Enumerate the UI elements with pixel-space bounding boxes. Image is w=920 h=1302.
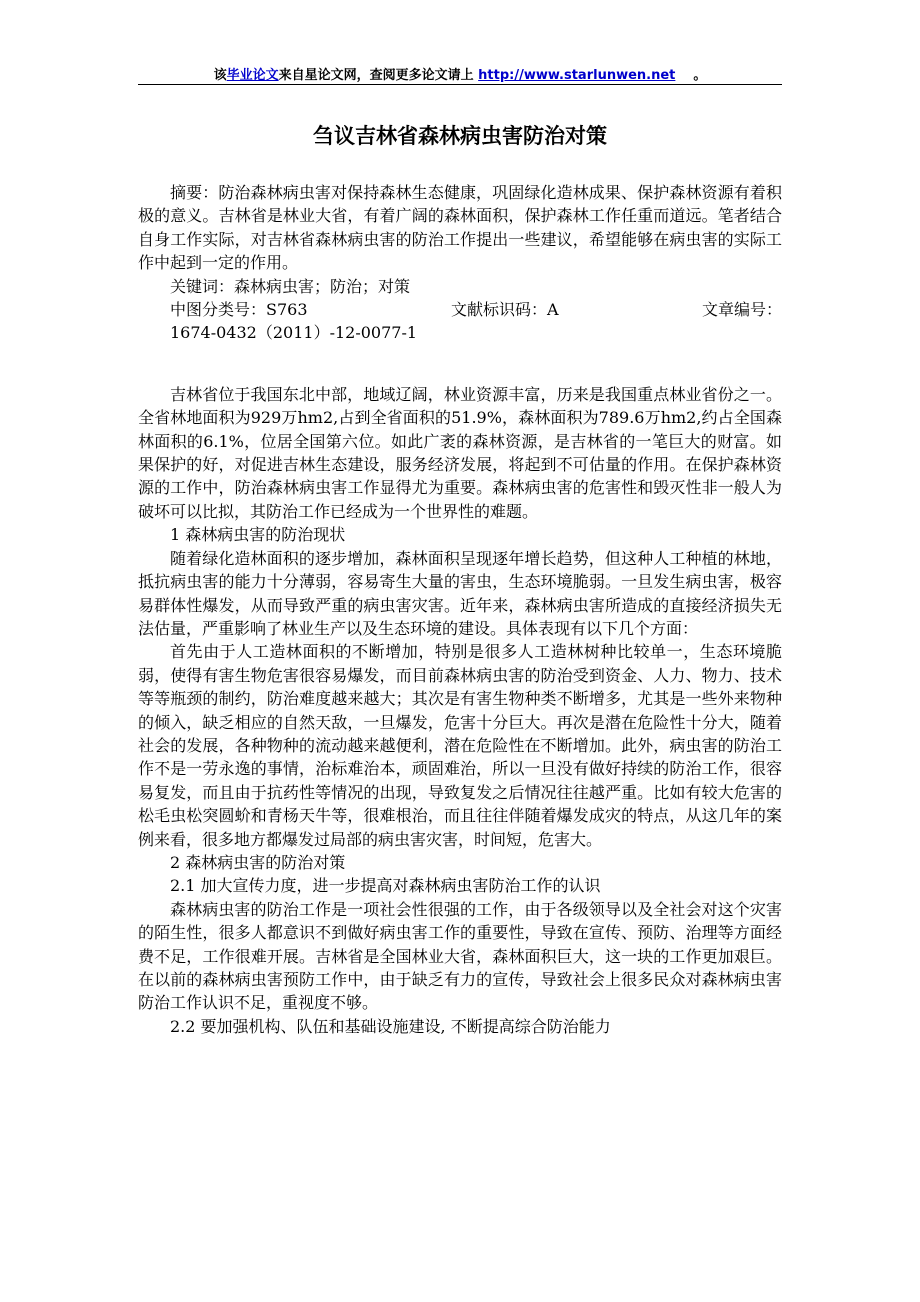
header-rule xyxy=(138,84,782,85)
body-paragraph: 森林病虫害的防治工作是一项社会性很强的工作，由于各级领导以及全社会对这个灾害的陌生性，很多人都意识不到做好病虫害工作的重要性，导致在宣传、预防、治理等方面经费不足，工作很难开展。吉林省是全国林业大省，森林面积巨大，这一块的工作更加艰巨。在以前的森林病虫害预防工作中，由于缺乏有力的宣传，导致社会上很多民众对森林病虫害防治工作认识不足，重视度不够。 xyxy=(138,899,782,1013)
keywords: 关键词：森林病虫害；防治；对策 xyxy=(170,276,411,296)
article-number: 1674-0432（2011）-12-0077-1 xyxy=(170,323,418,343)
article-number-label: 文章编号： xyxy=(701,300,782,320)
banner-prefix: 该 xyxy=(213,68,227,83)
classification-row xyxy=(138,298,782,321)
section-heading: 2.2 要加强机构、队伍和基础设施建设, 不断提高综合防治能力 xyxy=(170,1016,611,1036)
banner-tail: 。 xyxy=(693,68,707,83)
body-paragraph: 首先由于人工造林面积的不断增加，特别是很多人工造林树种比较单一，生态环境脆弱，使得有害生物危害很容易爆发，而目前森林病虫害的防治受到资金、人力、物力、技术等等瓶颈的制约，防治难度越来越大；其次是有害生物种类不断增多，尤其是一些外来物种的倾入，缺乏相应的自然天敌，一旦爆发，危害十分巨大。再次是潜在危险性十分大，随着社会的发展，各种物种的流动越来越便利，潜在危险性在不断增加。此外，病虫害的防治工作不是一劳永逸的事情，治标难治本，顽固难治，所以一旦没有做好持续的防治工作，很容易复发，而且由于抗药性等情况的出现，导致复发之后情况往往越严重。比如有较大危害的松毛虫松突圆蚧和青杨天牛等，很难根治，而且往往伴随着爆发成灾的特点，从这几年的案例来看，很多地方都爆发过局部的病虫害灾害，时间短，危害大。 xyxy=(138,642,782,849)
section-heading: 1 森林病虫害的防治现状 xyxy=(170,525,346,545)
body-paragraph: 随着绿化造林面积的逐步增加，森林面积呈现逐年增长趋势，但这种人工种植的林地，抵抗病虫害的能力十分薄弱，容易寄生大量的害虫，生态环境脆弱。一旦发生病虫害，极容易群体性爆发，从而导致严重的病虫害灾害。近年来，森林病虫害所造成的直接经济损失无法估量，严重影响了林业生产以及生态环境的建设。具体表现有以下几个方面： xyxy=(138,548,782,638)
site-banner xyxy=(138,64,782,83)
thesis-link[interactable]: 毕业论文 xyxy=(226,68,279,83)
article-body xyxy=(138,181,782,1038)
section-heading: 2 森林病虫害的防治对策 xyxy=(170,852,346,872)
body-paragraph: 吉林省位于我国东北中部，地域辽阔，林业资源丰富，历来是我国重点林业省份之一。全省林地面积为929万hm2,占到全省面积的51.9%，森林面积为789.6万hm2,约占全国森林面积的6.1%，位居全国第六位。如此广袤的森林资源，是吉林省的一笔巨大的财富。如果保护的好，对促进吉林生态建设，服务经济发展，将起到不可估量的作用。在保护森林资源的工作中，防治森林病虫害工作显得尤为重要。森林病虫害的危害性和毁灭性非一般人为破坏可以比拟，其防治工作已经成为一个世界性的难题。 xyxy=(138,384,782,521)
document-code: 文献标识码：A xyxy=(450,300,559,320)
section-heading: 2.1 加大宣传力度，进一步提高对森林病虫害防治工作的认识 xyxy=(170,876,601,896)
banner-middle: 来自星论文网，查阅更多论文请上 xyxy=(278,68,479,83)
section-spacer xyxy=(138,345,782,383)
article-title: 刍议吉林省森林病虫害防治对策 xyxy=(313,124,607,148)
body-paragraphs xyxy=(138,383,782,1038)
site-url-link[interactable]: http://www.starlunwen.net xyxy=(478,68,676,83)
abstract: 摘要：防治森林病虫害对保持森林生态健康，巩固绿化造林成果、保护森林资源有着积极的意义。吉林省是林业大省，有着广阔的森林面积，保护森林工作任重而道远。笔者结合自身工作实际，对吉林省森林病虫害的防治工作提出一些建议，希望能够在病虫害的实际工作中起到一定的作用。 xyxy=(138,183,782,273)
clc-number: 中图分类号：S763 xyxy=(170,300,308,320)
